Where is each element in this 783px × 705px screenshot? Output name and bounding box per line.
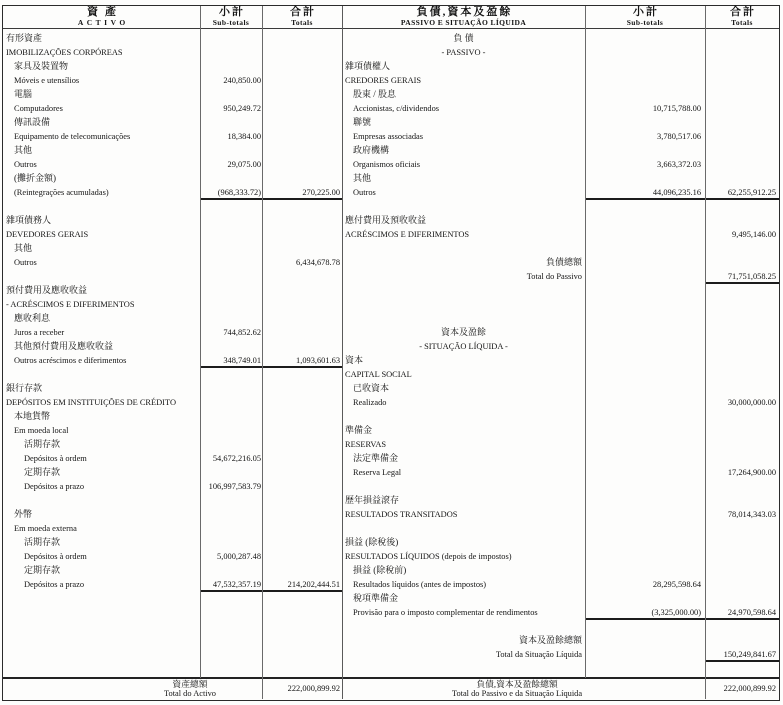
column-divider	[705, 6, 706, 699]
row-label: Juros a receber	[14, 328, 65, 337]
spacer-row	[342, 283, 779, 297]
table-row	[342, 115, 779, 129]
table-frame	[2, 5, 780, 701]
spacer-row	[3, 493, 342, 507]
table-row	[3, 87, 342, 101]
row-label: 歷年損益滾存	[345, 495, 400, 505]
passivo-body	[342, 28, 779, 677]
row-label: 其他	[353, 173, 372, 183]
header-subtotals-right-zh: 小計	[633, 6, 659, 18]
row-label: 其他	[14, 145, 33, 155]
row-label: 定期存款	[24, 467, 61, 477]
header-passivo-pt: PASSIVO E SITUAÇÃO LÍQUIDA	[400, 18, 527, 27]
total-value: 17,264,900.00	[727, 468, 776, 477]
subtotal-value: 28,295,598.64	[652, 580, 701, 589]
row-label: 傳訊設備	[14, 117, 51, 127]
table-row	[342, 325, 779, 339]
header-totals-right-pt: Totals	[731, 18, 753, 27]
header-totals-left-zh: 合計	[290, 6, 316, 18]
table-row	[3, 563, 342, 577]
row-label: Provisão para o imposto complementar de rendimentos	[353, 608, 538, 617]
table-row	[3, 297, 342, 311]
subtotal-value: 10,715,788.00	[652, 104, 701, 113]
row-label: Accionistas, c/dividendos	[353, 104, 440, 113]
header-totals-right-zh: 合計	[730, 6, 756, 18]
total-activo-zh: 資產總額	[172, 679, 208, 689]
table-row	[342, 423, 779, 437]
row-label: Realizado	[353, 398, 387, 407]
table-row	[342, 31, 779, 45]
table-row	[3, 213, 342, 227]
total-value: 71,751,058.25	[727, 272, 776, 281]
total-label: 資本及盈餘總額	[518, 635, 582, 645]
row-label: DEVEDORES GERAIS	[6, 230, 89, 239]
row-label: Depósitos à ordem	[24, 552, 87, 561]
table-row	[342, 45, 779, 59]
table-row	[3, 45, 342, 59]
row-label: 活期存款	[24, 537, 61, 547]
section-title: 負 債	[453, 33, 474, 43]
table-row	[342, 213, 779, 227]
column-divider	[262, 6, 263, 699]
row-label: 政府機構	[353, 145, 390, 155]
row-label: 活期存款	[24, 439, 61, 449]
total-passivo-pt: Total do Passivo e da Situação Líquida	[451, 689, 583, 698]
subtotal-value: 744,852.62	[223, 328, 261, 337]
row-label: Computadores	[14, 104, 63, 113]
row-label: Móveis e utensílios	[14, 76, 80, 85]
header-subtotals-right	[585, 6, 705, 28]
row-label: Equipamento de telecomunicações	[14, 132, 131, 141]
row-label: 其他預付費用及應收收益	[14, 341, 114, 351]
row-label: Em moeda local	[14, 426, 69, 435]
footer-band	[3, 679, 779, 699]
row-label: Em moeda externa	[14, 524, 77, 533]
row-label: 預付費用及應收收益	[6, 285, 88, 295]
activo-body	[3, 28, 342, 677]
row-label: CAPITAL SOCIAL	[345, 370, 412, 379]
table-row	[3, 451, 342, 465]
row-label: RESULTADOS LÍQUIDOS (depois de impostos)	[345, 552, 512, 561]
row-label: 稅項準備金	[353, 593, 399, 603]
section-title: - PASSIVO -	[441, 48, 486, 57]
row-label: Empresas associadas	[353, 132, 424, 141]
total-activo-label	[100, 679, 280, 699]
table-row	[3, 171, 342, 185]
row-label: 應付費用及預收收益	[345, 215, 427, 225]
table-row	[342, 129, 779, 143]
grand-total-underline	[705, 660, 779, 662]
table-row	[342, 73, 779, 87]
row-label: 外幣	[14, 509, 33, 519]
table-row	[3, 227, 342, 241]
row-label: 雜項債務人	[6, 215, 52, 225]
center-divider	[342, 6, 343, 699]
header-totals-right	[705, 6, 779, 28]
table-row	[342, 493, 779, 507]
subtotal-value: 240,850.00	[223, 76, 261, 85]
table-row	[342, 395, 779, 409]
row-label: Outros	[14, 160, 37, 169]
subtotal-value: 348,749.01	[223, 356, 261, 365]
spacer-row	[342, 199, 779, 213]
table-row	[3, 143, 342, 157]
table-row	[3, 535, 342, 549]
row-label: 雜項債權人	[345, 61, 391, 71]
row-label: Organismos oficiais	[353, 160, 421, 169]
total-activo-pt: Total do Activo	[164, 689, 216, 698]
header-subtotals-right-pt: Sub-totals	[626, 18, 664, 27]
table-row	[342, 507, 779, 521]
row-label: (攤折金額)	[14, 173, 56, 183]
row-label: Outros	[14, 258, 37, 267]
subtotal-value: 3,663,372.03	[657, 160, 701, 169]
table-row	[342, 87, 779, 101]
header-subtotals-left-pt: Sub-totals	[212, 18, 250, 27]
table-row	[342, 535, 779, 549]
row-label: 電腦	[14, 89, 33, 99]
column-divider	[200, 6, 201, 678]
row-label: Depósitos a prazo	[24, 580, 85, 589]
row-label: - ACRÉSCIMOS E DIFERIMENTOS	[6, 300, 135, 309]
table-row	[3, 479, 342, 493]
table-row	[3, 157, 342, 171]
table-row	[342, 451, 779, 465]
spacer-row	[342, 479, 779, 493]
subtotal-value: (3,325,000.00)	[651, 608, 701, 617]
row-label: 有形資產	[6, 33, 43, 43]
header-passivo	[342, 6, 585, 28]
total-value: 24,970,598.64	[727, 608, 776, 617]
total-passivo-label	[372, 679, 662, 699]
table-row	[342, 255, 779, 269]
table-row	[3, 59, 342, 73]
table-row	[3, 521, 342, 535]
table-row	[342, 591, 779, 605]
table-row	[342, 437, 779, 451]
table-row	[3, 115, 342, 129]
total-value: 9,495,146.00	[732, 230, 776, 239]
total-value: 214,202,444.51	[287, 580, 340, 589]
table-row	[3, 185, 342, 199]
row-label: 銀行存款	[6, 383, 43, 393]
row-label: 損益 (除稅後)	[345, 537, 399, 547]
table-row	[3, 255, 342, 269]
total-value: 78,014,343.03	[727, 510, 776, 519]
row-label: 聯號	[353, 117, 372, 127]
table-row	[342, 563, 779, 577]
spacer-row	[3, 269, 342, 283]
table-row	[3, 577, 342, 591]
total-value: 150,249,841.67	[723, 650, 776, 659]
table-row	[342, 381, 779, 395]
header-subtotals-left	[200, 6, 262, 28]
table-row	[342, 185, 779, 199]
subtotal-value: 106,997,583.79	[208, 482, 261, 491]
header-passivo-zh: 負債,資本及盈餘	[416, 6, 513, 18]
table-row	[342, 633, 779, 647]
table-row	[342, 605, 779, 619]
row-label: (Reintegrações acumuladas)	[14, 188, 109, 197]
spacer-row	[342, 311, 779, 325]
table-row	[342, 577, 779, 591]
row-label: 本地貨幣	[14, 411, 51, 421]
row-label: 應收利息	[14, 313, 51, 323]
row-label: 已收資本	[353, 383, 390, 393]
table-row	[3, 437, 342, 451]
table-row	[342, 647, 779, 661]
row-label: Depósitos à ordem	[24, 454, 87, 463]
table-row	[3, 507, 342, 521]
total-value: 270,225.00	[302, 188, 340, 197]
row-label: 股東 / 股息	[353, 89, 397, 99]
subtotal-value: 29,075.00	[227, 160, 261, 169]
section-title: - SITUAÇÃO LÍQUIDA -	[419, 342, 508, 351]
table-row	[3, 129, 342, 143]
table-row	[3, 395, 342, 409]
header-totals-left	[262, 6, 342, 28]
table-row	[3, 325, 342, 339]
total-label: Total do Passivo	[526, 272, 582, 281]
subtotal-value: 18,384.00	[227, 132, 261, 141]
table-row	[342, 549, 779, 563]
table-row	[3, 409, 342, 423]
total-value: 30,000,000.00	[727, 398, 776, 407]
table-row	[342, 59, 779, 73]
row-label: Outros acréscimos e diferimentos	[14, 356, 127, 365]
row-label: CREDORES GERAIS	[345, 76, 422, 85]
table-row	[342, 227, 779, 241]
table-row	[3, 311, 342, 325]
table-row	[3, 423, 342, 437]
subtotal-value: (968,333.72)	[217, 188, 261, 197]
table-row	[3, 549, 342, 563]
row-label: 家具及裝置物	[14, 61, 69, 71]
table-row	[342, 367, 779, 381]
total-activo-value: 222,000,899.92	[287, 684, 340, 693]
header-totals-left-pt: Totals	[291, 18, 313, 27]
table-row	[342, 157, 779, 171]
spacer-row	[342, 409, 779, 423]
row-label: Depósitos a prazo	[24, 482, 85, 491]
table-row	[3, 465, 342, 479]
section-total-underline	[200, 590, 342, 592]
header-activo-pt: ACTIVO	[77, 18, 129, 27]
spacer-row	[3, 367, 342, 381]
spacer-row	[342, 521, 779, 535]
total-value: 62,255,912.25	[727, 188, 776, 197]
table-row	[3, 73, 342, 87]
table-row	[342, 339, 779, 353]
row-label: 其他	[14, 243, 33, 253]
row-label: 資本	[345, 355, 364, 365]
subtotal-value: 54,672,216.05	[212, 454, 261, 463]
subtotal-value: 44,096,235.16	[652, 188, 701, 197]
table-row	[342, 465, 779, 479]
table-row	[3, 241, 342, 255]
spacer-row	[3, 199, 342, 213]
header-subtotals-left-zh: 小計	[219, 6, 245, 18]
spacer-row	[342, 297, 779, 311]
total-label: Total da Situação Líquida	[495, 650, 582, 659]
row-label: 定期存款	[24, 565, 61, 575]
row-label: 準備金	[345, 425, 373, 435]
row-label: DEPÓSITOS EM INSTITUIÇÕES DE CRÉDITO	[6, 398, 176, 407]
row-label: 損益 (除稅前)	[353, 565, 407, 575]
table-row	[342, 269, 779, 283]
subtotal-value: 5,000,287.48	[217, 552, 261, 561]
total-passivo-zh: 負債,資本及盈餘總額	[476, 679, 558, 689]
spacer-row	[342, 241, 779, 255]
subtotal-value: 950,249.72	[223, 104, 261, 113]
row-label: Outros	[353, 188, 376, 197]
total-value: 6,434,678.78	[296, 258, 340, 267]
row-label: Reserva Legal	[353, 468, 402, 477]
subtotal-value: 47,532,357.19	[212, 580, 261, 589]
header-activo-zh: 資產	[87, 6, 123, 18]
table-row	[3, 353, 342, 367]
table-row	[342, 143, 779, 157]
row-label: IMOBILIZAÇÕES CORPÓREAS	[6, 48, 123, 57]
table-row	[3, 381, 342, 395]
row-label: 法定準備金	[353, 453, 399, 463]
spacer-row	[342, 619, 779, 633]
total-passivo-value: 222,000,899.92	[723, 684, 776, 693]
row-label: ACRÉSCIMOS E DIFERIMENTOS	[345, 230, 470, 239]
row-label: RESULTADOS TRANSITADOS	[345, 510, 458, 519]
subtotal-value: 3,780,517.06	[657, 132, 701, 141]
section-title: 資本及盈餘	[440, 327, 486, 337]
total-label: 負債總額	[545, 257, 582, 267]
total-value: 1,093,601.63	[296, 356, 340, 365]
table-row	[3, 283, 342, 297]
table-row	[3, 101, 342, 115]
header-activo	[3, 6, 200, 28]
table-row	[3, 339, 342, 353]
column-divider	[585, 6, 586, 678]
row-label: RESERVAS	[345, 440, 387, 449]
row-label: Resultados líquidos (antes de impostos)	[353, 580, 487, 589]
table-row	[342, 101, 779, 115]
table-row	[342, 353, 779, 367]
table-row	[3, 31, 342, 45]
table-row	[342, 171, 779, 185]
